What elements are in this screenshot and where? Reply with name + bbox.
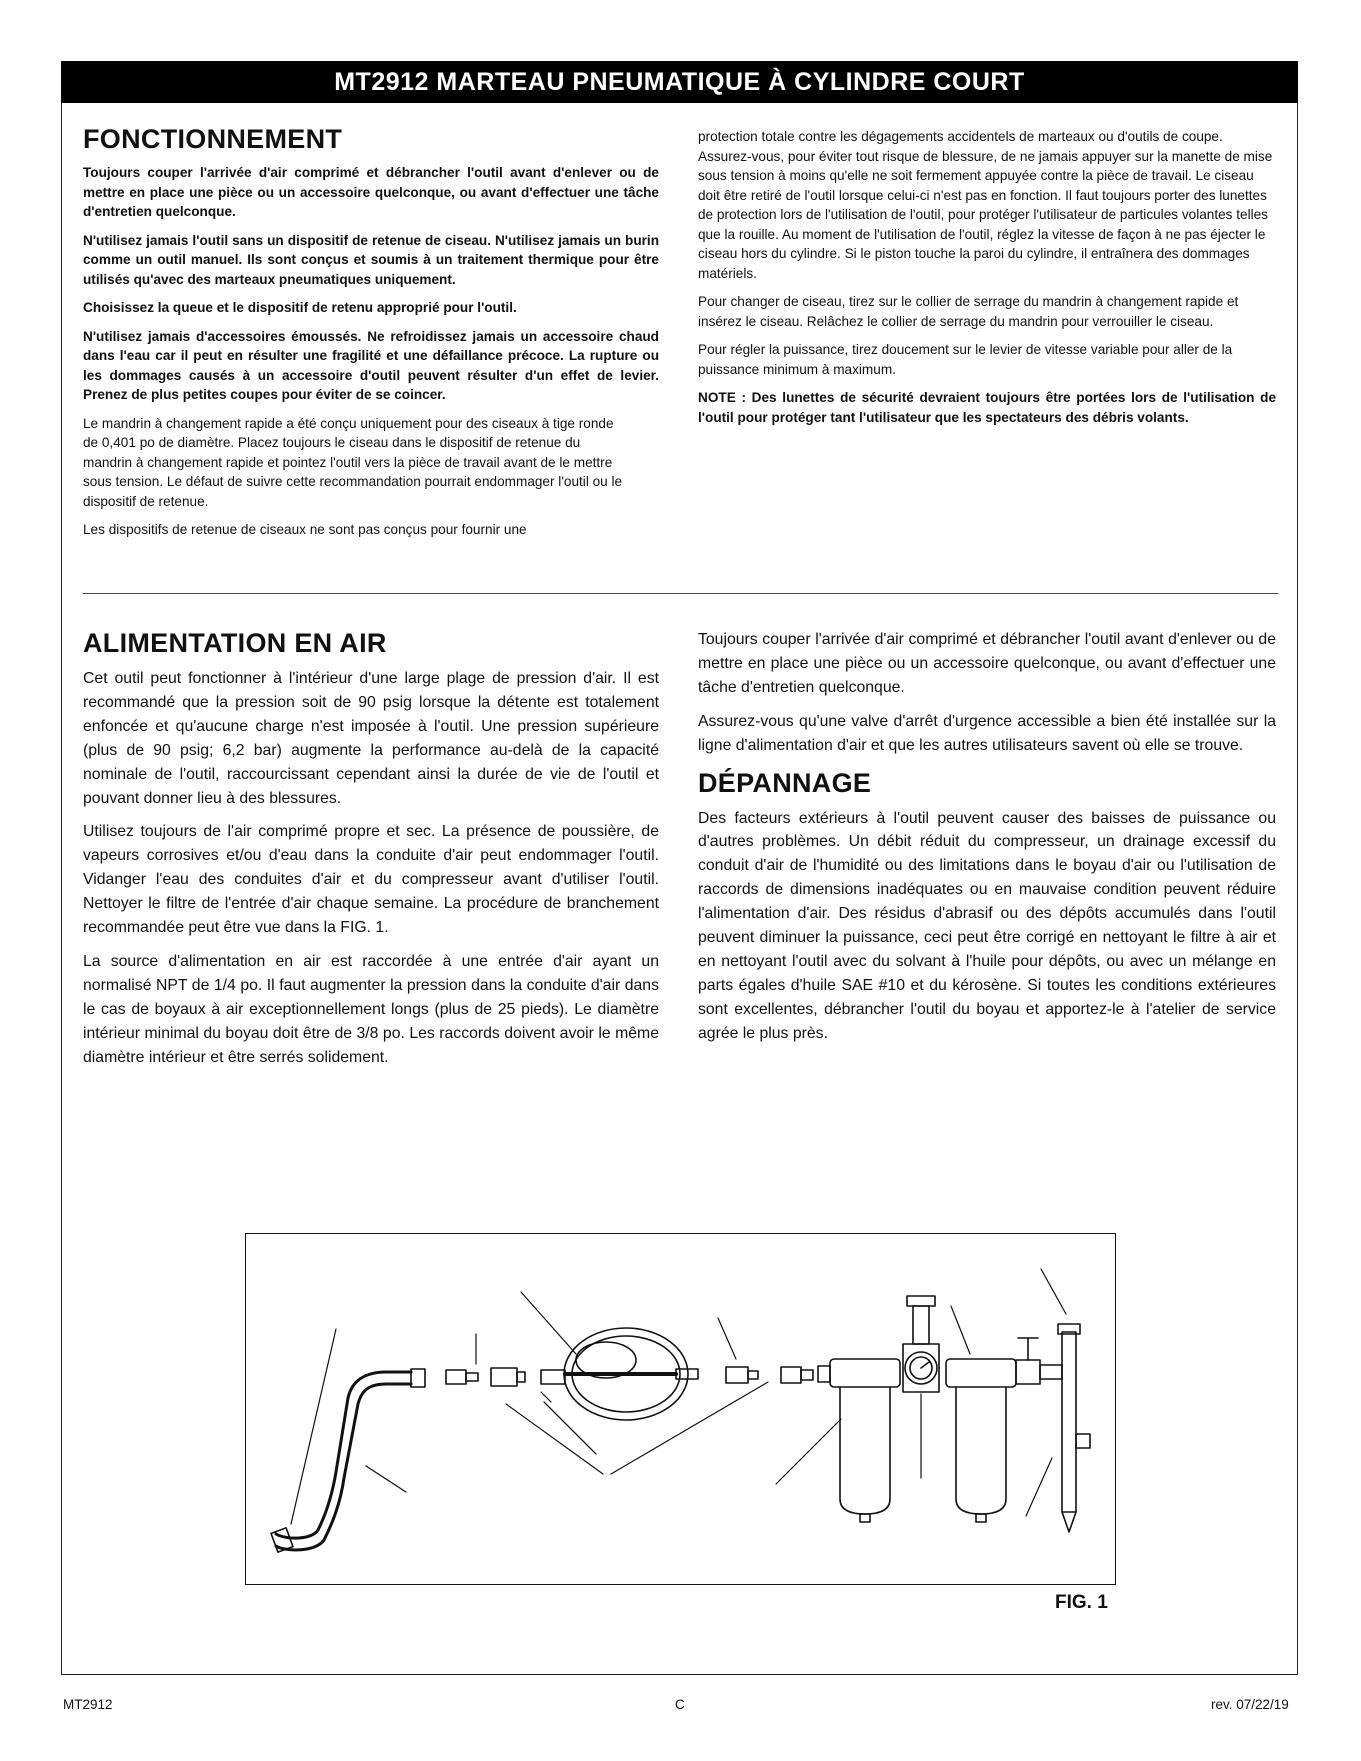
body-paragraph: Cet outil peut fonctionner à l'intérieur d'une large plage de pression d'air. Il est recommandé que la pression soit de 90 psig lorsque la détente est totalement enfoncée et qu'aucune charge n'est imposée à l'outil. Une pression supérieure (plus de 90 psig; 6,2 bar) augmente la performance au-delà de la capacité nominale de l'outil, raccourcissant cependant ainsi la durée de vie de l'outil et pouvant donner lieu à des blessures. bbox=[83, 670, 659, 807]
warning-paragraph: Toujours couper l'arrivée d'air comprimé et débrancher l'outil avant d'enlever ou de mettre en place une pièce ou un accessoire quelconque, ou avant d'effectuer une tâche d'entretien quelconque. bbox=[83, 165, 659, 219]
alimentation-left-column bbox=[83, 628, 659, 1080]
figure-label: FIG. 1 bbox=[1055, 1592, 1108, 1613]
body-paragraph: protection totale contre les dégagements accidentels de marteaux ou d'outils de coupe. Assurez-vous, pour éviter tout risque de blessure, de ne jamais appuyer sur la manette de mise sous tension à moins qu'elle ne soit fermement appuyée contre la pièce de travail. Le ciseau doit être retiré de l'outil lorsque celui-ci n'est pas en fonction. Il faut toujours porter des lunettes de protection lors de l'utilisation de l'outil, pour protéger l'utilisateur de particules volantes telles que la rouille. Au moment de l'utilisation de l'outil, réglez la vitesse de façon à ne pas éjecter le ciseau hors du cylindre. Si le piston touche la paroi du cylindre, il entraînera des dommages matériels. bbox=[698, 129, 1273, 281]
footer-revision: rev. 07/22/19 bbox=[1211, 1697, 1289, 1712]
body-paragraph: Pour changer de ciseau, tirez sur le collier de serrage du mandrin à changement rapide et insérez le ciseau. Relâchez le collier de serrage du mandrin pour verrouiller le ciseau. bbox=[698, 294, 1239, 329]
fonctionnement-left-column bbox=[83, 124, 659, 549]
footer-page: C bbox=[675, 1697, 685, 1712]
regulator-drawing bbox=[903, 1296, 939, 1392]
shutoff-valve-drawing bbox=[1016, 1324, 1090, 1532]
body-paragraph: Toujours couper l'arrivée d'air comprimé et débrancher l'outil avant d'enlever ou de mettre en place une pièce ou un accessoire quelconque, ou avant d'effectuer une tâche d'entretien quelconque. bbox=[698, 631, 1276, 696]
safety-note: NOTE : Des lunettes de sécurité devraient toujours être portées lors de l'utilisation de l'outil pour protéger tant l'utilisateur que les spectateurs des débris volants. bbox=[698, 390, 1276, 425]
lubricator-drawing bbox=[946, 1359, 1016, 1522]
air-line-diagram bbox=[246, 1234, 1115, 1584]
page-title bbox=[61, 61, 1298, 103]
fonctionnement-right-column bbox=[698, 127, 1276, 436]
leader-lines bbox=[291, 1269, 1066, 1524]
body-paragraph: Les dispositifs de retenue de ciseaux ne sont pas conçus pour fournir une bbox=[83, 522, 527, 537]
air-hose-drawing bbox=[271, 1369, 425, 1552]
whip-hose-drawing bbox=[564, 1328, 698, 1420]
body-paragraph: Assurez-vous qu'une valve d'arrêt d'urgence accessible a bien été installée sur la ligne d'alimentation d'air et que les autres utilisateurs savent où elle se trouve. bbox=[698, 712, 1276, 754]
section-divider bbox=[83, 593, 1278, 594]
depannage-heading: DÉPANNAGE bbox=[698, 767, 872, 798]
body-paragraph: La source d'alimentation en air est raccordée à une entrée d'air ayant un normalisé NPT de 1/4 po. Il faut augmenter la pression dans la conduite d'air dans le cas de boyaux à air exceptionnellement longs (plus de 25 pieds). Le diamètre intérieur minimal du boyau doit être de 3/8 po. Les raccords doivent avoir le même diamètre intérieur et être serrés solidement. bbox=[83, 952, 659, 1066]
warning-paragraph: Choisissez la queue et le dispositif de retenu approprié pour l'outil. bbox=[83, 300, 517, 315]
warning-paragraph: N'utilisez jamais l'outil sans un dispositif de retenue de ciseau. N'utilisez jamais un burin comme un outil manuel. Ils sont conçus et soumis à un traitement thermique pour être utilisés qu'avec des marteaux pneumatiques uniquement. bbox=[83, 232, 659, 287]
fonctionnement-heading: FONCTIONNEMENT bbox=[83, 124, 343, 154]
body-paragraph: Pour régler la puissance, tirez doucement sur le levier de vitesse variable pour aller de la puissance minimum à maximum. bbox=[698, 342, 1233, 377]
filter-drawing bbox=[818, 1359, 900, 1522]
title-text: MARTEAU PNEUMATIQUE À CYLINDRE COURT bbox=[436, 68, 1025, 96]
figure-box bbox=[245, 1233, 1116, 1585]
model-number: MT2912 bbox=[334, 68, 429, 96]
coupler-drawing bbox=[446, 1368, 565, 1386]
body-paragraph: Le mandrin à changement rapide a été conçu uniquement pour des ciseaux à tige ronde de 0,401 po de diamètre. Placez toujours le ciseau dans le dispositif de retenue du mandrin à changement rapide et pointez l'outil vers la pièce de travail avant de le mettre sous tension. Le défaut de suivre cette recommandation pourrait endommager l'outil ou le dispositif de retenue. bbox=[83, 415, 623, 509]
warning-paragraph: N'utilisez jamais d'accessoires émoussés. Ne refroidissez jamais un accessoire chaud dans l'eau car il peut en résulter une fragilité et une défaillance précoce. La rupture ou les dommages causés à un accessoire d'outil peuvent résulter d'un effet de levier. Prenez de plus petites coupes pour éviter de se coincer. bbox=[83, 328, 659, 402]
coupler-drawing-2 bbox=[726, 1367, 813, 1383]
alimentation-heading: ALIMENTATION EN AIR bbox=[83, 628, 387, 658]
alimentation-right-column bbox=[698, 628, 1276, 1056]
body-paragraph: Des facteurs extérieurs à l'outil peuvent causer des baisses de puissance ou d'autres problèmes. Un débit réduit du compresseur, un drainage excessif du conduit d'air de l'humidité ou des limitations dans le boyau d'air ou l'utilisation de raccords de dimensions inadéquates ou en mauvaise condition peuvent réduire l'alimentation d'air. Des résidus d'abrasif ou des dépôts accumulés dans l'outil peuvent diminuer la puissance, ceci peut être corrigé en nettoyant le filtre à air et en nettoyant l'outil avec du solvant à l'huile pour dépôts, ou avec un mélange en parts égales d'huile SAE #10 et du kérosène. Si toutes les conditions extérieures sont excellentes, débrancher l'outil du boyau et apportez-le à l'atelier de service agrée le plus près. bbox=[698, 809, 1276, 1042]
footer-model: MT2912 bbox=[63, 1697, 113, 1712]
body-paragraph: Utilisez toujours de l'air comprimé propre et sec. La présence de poussière, de vapeurs corrosives et/ou d'eau dans la conduite d'air peut endommager l'outil. Vidanger l'eau des conduites d'air et du compresseur avant d'utiliser l'outil. Nettoyer le filtre de l'entrée d'air chaque semaine. La procédure de branchement recommandée peut être vue dans la FIG. 1. bbox=[83, 823, 659, 937]
